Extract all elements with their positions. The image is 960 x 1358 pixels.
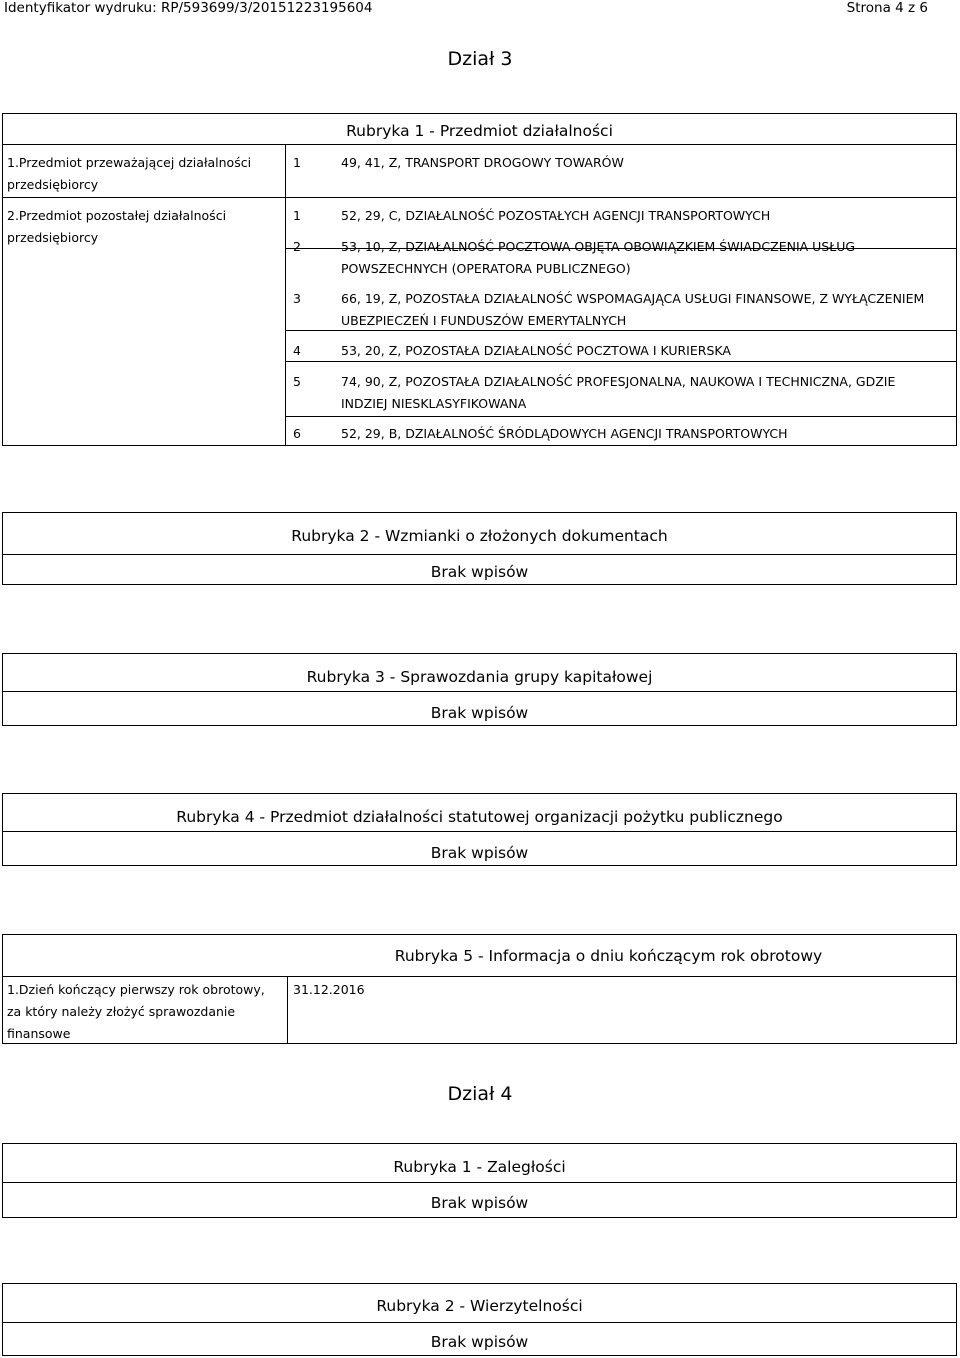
empty-entries: Brak wpisów xyxy=(430,563,529,581)
rubryka-3-title: Rubryka 3 - Sprawozdania grupy kapitałowej xyxy=(306,668,653,686)
empty-entries: Brak wpisów xyxy=(430,844,529,862)
rubryka-5-title: Rubryka 5 - Informacja o dniu kończącym rok obrotowy xyxy=(394,947,823,965)
dzial-4-rubryka-1-box xyxy=(2,1143,957,1218)
print-identifier: Identyfikator wydruku: RP/593699/3/20151223195604 xyxy=(4,0,373,16)
page-number: Strona 4 z 6 xyxy=(846,0,928,16)
row-number: 3 xyxy=(293,291,301,306)
row-number: 5 xyxy=(293,374,301,389)
main-activity-label: 1.Przedmiot przeważającej działalności przedsiębiorcy xyxy=(7,155,252,192)
section-title-dzial-3: Dział 3 xyxy=(447,48,513,70)
rubryka-2-title: Rubryka 2 - Wzmianki o złożonych dokumentach xyxy=(291,527,668,545)
column-divider xyxy=(287,976,288,1043)
dzial-4-rubryka-2-box xyxy=(2,1283,957,1356)
row-divider xyxy=(3,1182,956,1183)
rubryka-3-box xyxy=(2,653,957,726)
rubryka-5-box xyxy=(2,934,957,1044)
row-divider xyxy=(3,144,956,145)
row-divider xyxy=(3,831,956,832)
rubryka-1-box xyxy=(2,113,957,446)
row-number: 6 xyxy=(293,426,301,441)
activity-text: 52, 29, C, DZIAŁALNOŚĆ POZOSTAŁYCH AGENCJI TRANSPORTOWYCH xyxy=(341,208,771,223)
empty-entries: Brak wpisów xyxy=(430,1333,529,1351)
row-divider xyxy=(3,554,956,555)
rubryka-4-title: Rubryka 4 - Przedmiot działalności statutowej organizacji pożytku publicznego xyxy=(176,808,783,826)
row-divider xyxy=(285,416,956,417)
activity-text: 49, 41, Z, TRANSPORT DROGOWY TOWARÓW xyxy=(341,155,624,170)
rubryka-1-title: Rubryka 1 - Przedmiot działalności xyxy=(346,122,613,140)
row-divider xyxy=(3,1322,956,1323)
row-number: 1 xyxy=(293,208,301,223)
activity-text: 52, 29, B, DZIAŁALNOŚĆ ŚRÓDLĄDOWYCH AGENCJI TRANSPORTOWYCH xyxy=(341,426,788,441)
other-activities-label: 2.Przedmiot pozostałej działalności przedsiębiorcy xyxy=(7,208,227,245)
rubryka-4-box xyxy=(2,793,957,866)
empty-entries: Brak wpisów xyxy=(430,1194,529,1212)
column-divider xyxy=(285,144,286,445)
row-number: 4 xyxy=(293,343,301,358)
empty-entries: Brak wpisów xyxy=(430,704,529,722)
row-number: 2 xyxy=(293,239,301,254)
rubryka-2-title: Rubryka 2 - Wierzytelności xyxy=(376,1297,583,1315)
section-title-dzial-4: Dział 4 xyxy=(447,1083,513,1105)
rubryka-1-title: Rubryka 1 - Zaległości xyxy=(393,1158,566,1176)
fiscal-year-end-value: 31.12.2016 xyxy=(293,982,365,997)
row-divider xyxy=(3,976,956,977)
row-number: 1 xyxy=(293,155,301,170)
row-divider xyxy=(3,197,956,198)
fiscal-year-label: 1.Dzień kończący pierwszy rok obrotowy, za który należy złożyć sprawozdanie finansowe xyxy=(7,982,265,1041)
activity-text: 53, 20, Z, POZOSTAŁA DZIAŁALNOŚĆ POCZTOWA I KURIERSKA xyxy=(341,343,731,358)
activity-text: 74, 90, Z, POZOSTAŁA DZIAŁALNOŚĆ PROFESJONALNA, NAUKOWA I TECHNICZNA, GDZIE INDZIEJ NIESKLASYFIKOWANA xyxy=(341,374,896,411)
activity-text: 53, 10, Z, DZIAŁALNOŚĆ POCZTOWA OBJĘTA OBOWIĄZKIEM ŚWIADCZENIA USŁUG POWSZECHNYCH (OPERATORA PUBLICZNEGO) xyxy=(341,239,856,276)
rubryka-2-box xyxy=(2,512,957,585)
row-divider xyxy=(3,691,956,692)
activity-text: 66, 19, Z, POZOSTAŁA DZIAŁALNOŚĆ WSPOMAGAJĄCA USŁUGI FINANSOWE, Z WYŁĄCZENIEM UBEZPIECZEŃ I FUNDUSZÓW EMERYTALNYCH xyxy=(341,291,925,328)
